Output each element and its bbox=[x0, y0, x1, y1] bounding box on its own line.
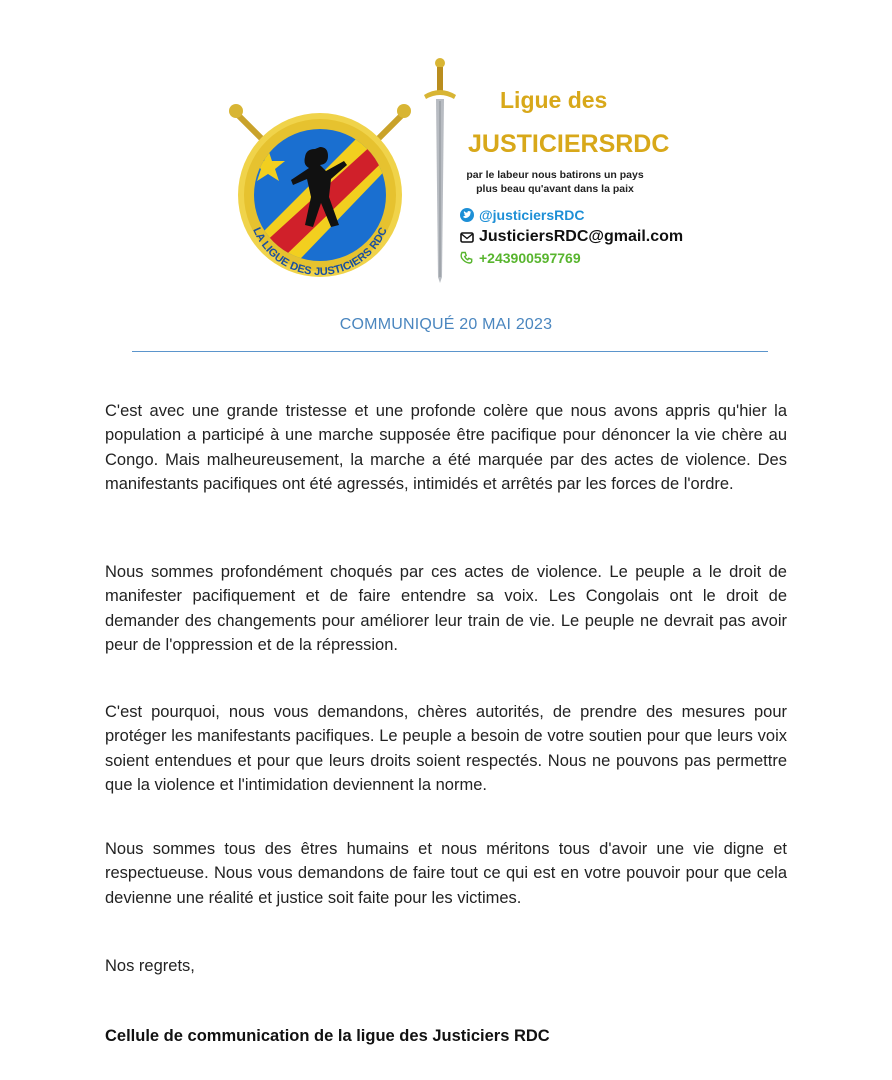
phone-number: +243900597769 bbox=[479, 250, 581, 266]
paragraph-3: C'est pourquoi, nous vous demandons, chères autorités, de prendre des mesures pour protéger les manifestants pacifiques. Le peuple a besoin de votre soutien pour que leurs voix soient entendues et pour que leurs droits soient respectés. Nous ne pouvons pas permettre que la violence et l'intimidation deviennent la norme. bbox=[105, 702, 787, 794]
emblem-text: LA LIGUE DES JUSTICIERS RDC bbox=[250, 225, 390, 279]
page-title: COMMUNIQUÉ 20 MAI 2023 bbox=[339, 316, 553, 333]
email-address: JusticiersRDC@gmail.com bbox=[479, 228, 684, 245]
paragraph-4: Nous sommes tous des êtres humains et nous méritons tous d'avoir une vie digne et respectueuse. Nous vous demandons de faire tout ce qui est en votre pouvoir pour que cela devienne une réalité et justice soit faite pour les victimes. bbox=[105, 839, 787, 907]
paragraph-1: C'est avec une grande tristesse et une profonde colère que nous avons appris qu'hier la population a participé à une marche supposée être pacifique pour dénoncer la vie chère au Congo. Mais malheureusement, la marche a été marquée par des actes de violence. Des manifestants pacifiques ont été agressés, intimidés et arrêtés par les forces de l'ordre. bbox=[105, 401, 787, 493]
sword-divider-icon bbox=[420, 55, 460, 285]
title-divider bbox=[132, 351, 768, 352]
twitter-handle: @justiciersRDC bbox=[479, 207, 585, 223]
letterhead bbox=[210, 50, 684, 290]
twitter-contact[interactable] bbox=[460, 207, 584, 223]
paragraph-2: Nous sommes profondément choqués par ces actes de violence. Le peuple a le droit de manifester pacifiquement et de faire entendre sa voix. Les Congolais ont le droit de demander des changements pour améliorer leur train de vie. Le peuple ne devrait pas avoir peur de l'oppression et de la répression. bbox=[105, 562, 787, 654]
signature: Cellule de communication de la ligue des Justiciers RDC bbox=[105, 1026, 550, 1045]
phone-icon bbox=[460, 251, 474, 265]
phone-contact[interactable] bbox=[460, 250, 581, 266]
org-name-line2: JUSTICIERSRDC bbox=[468, 130, 670, 158]
org-motto: par le labeur nous batirons un pays plus beau qu'avant dans la paix bbox=[466, 169, 644, 195]
closing-line: Nos regrets, bbox=[105, 956, 195, 975]
org-name-line1: Ligue des bbox=[500, 87, 608, 113]
email-contact[interactable] bbox=[460, 228, 683, 246]
twitter-icon bbox=[460, 208, 474, 222]
league-emblem-logo bbox=[220, 85, 420, 300]
mail-icon bbox=[460, 230, 474, 244]
